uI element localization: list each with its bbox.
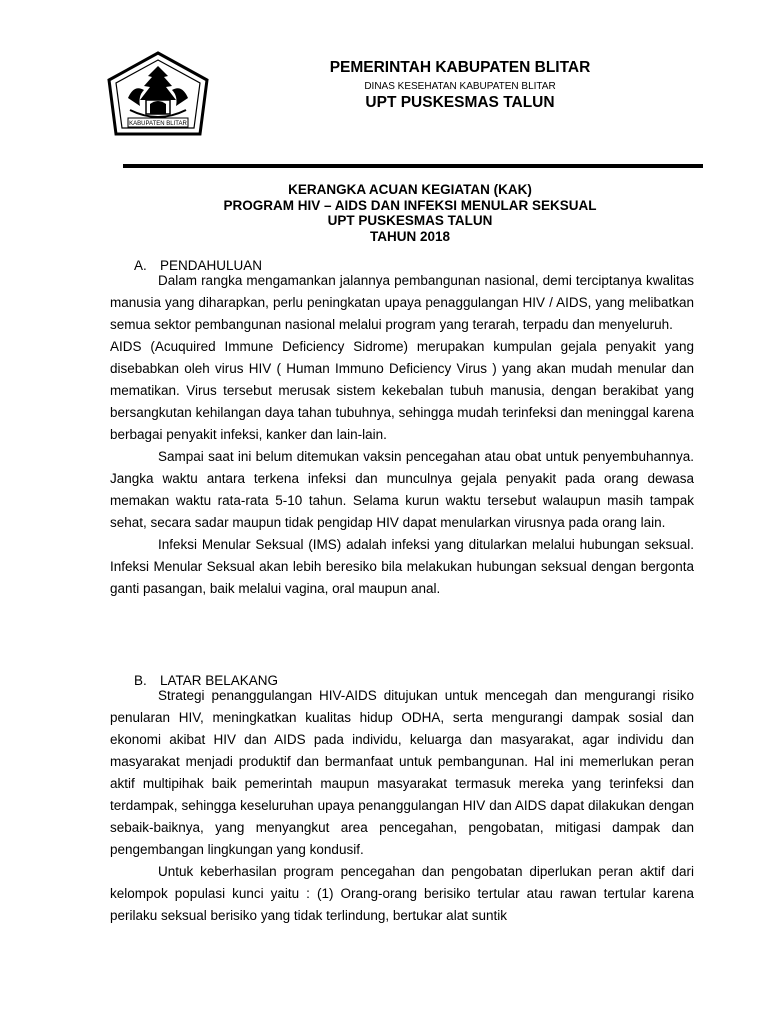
- section-b-label: B.: [134, 673, 147, 688]
- header-puskesmas: UPT PUSKESMAS TALUN: [365, 94, 555, 111]
- header-divider: [123, 164, 703, 168]
- paragraph: Strategi penanggulangan HIV-AIDS ditujukan untuk mencegah dan mengurangi risiko penularan HIV, meningkatkan kualitas hidup ODHA, serta mengurangi dampak sosial dan ekonomi akibat HIV dan AIDS pada individu, keluarga dan masyarakat, agar individu dan masyarakat menjadi produktif dan bermanfaat untuk pembangunan. Hal ini memerlukan peran aktif multipihak baik pemerintah maupun masyarakat termasuk mereka yang terinfeksi dan terdampak, sehingga keseluruhan upaya penanggulangan HIV dan AIDS dapat dilakukan dengan sebaik-baiknya, yang menyangkut area pencegahan, pengobatan, mitigasi dampak dan pengembangan lingkungan yang kondusif.: [110, 688, 694, 857]
- header-department: DINAS KESEHATAN KABUPATEN BLITAR: [364, 81, 556, 92]
- paragraph: Sampai saat ini belum ditemukan vaksin pencegahan atau obat untuk penyembuhannya. Jangka waktu antara terkena infeksi dan munculnya gejala penyakit pada orang dewasa memakan waktu rata-rata 5-10 tahun. Selama kurun waktu tersebut walaupun masih tampak sehat, secara sadar maupun tidak pengidap HIV dapat menularkan virusnya pada orang lain.: [110, 449, 694, 530]
- kabupaten-blitar-emblem: [106, 50, 210, 140]
- doc-title-line-2: PROGRAM HIV – AIDS DAN INFEKSI MENULAR SEKSUAL: [223, 198, 597, 213]
- paragraph: Infeksi Menular Seksual (IMS) adalah infeksi yang ditularkan melalui hubungan seksual. Infeksi Menular Seksual akan lebih beresiko bila melakukan hubungan seksual dengan bergonta ganti pasangan, baik melalui vagina, oral maupun anal.: [110, 537, 694, 596]
- section-a-heading: PENDAHULUAN: [160, 258, 263, 273]
- svg-text:KABUPATEN BLITAR: KABUPATEN BLITAR: [129, 121, 187, 127]
- doc-title-line-3: UPT PUSKESMAS TALUN: [327, 213, 493, 228]
- section-b-body: [110, 685, 694, 927]
- section-a-label: A.: [134, 258, 147, 273]
- paragraph: AIDS (Acuquired Immune Deficiency Sidrome) merupakan kumpulan gejala penyakit yang disebabkan oleh virus HIV ( Human Immuno Deficiency Virus ) yang akan mudah menular dan mematikan. Virus tersebut merusak sistem kekebalan tubuh manusia, dengan berakibat yang bersangkutan kehilangan daya tahan tubuhnya, sehingga mudah terinfeksi dan meninggal karena berbagai penyakit infeksi, kanker dan lain-lain.: [110, 339, 694, 442]
- doc-title-line-1: KERANGKA ACUAN KEGIATAN (KAK): [288, 182, 532, 197]
- paragraph: Dalam rangka mengamankan jalannya pembangunan nasional, demi terciptanya kwalitas manusia yang diharapkan, perlu peningkatan upaya penaggulangan HIV / AIDS, yang melibatkan semua sektor pembangunan nasional melalui program yang terarah, terpadu dan menyeluruh.: [110, 273, 694, 332]
- doc-title-line-4: TAHUN 2018: [369, 229, 451, 244]
- paragraph: Untuk keberhasilan program pencegahan dan pengobatan diperlukan peran aktif dari kelompok populasi kunci yaitu : (1) Orang-orang berisiko tertular atau rawan tertular karena perilaku seksual berisiko yang tidak terlindung, bertukar alat suntik: [110, 864, 694, 923]
- section-a-body: [110, 270, 694, 600]
- section-b-heading: LATAR BELAKANG: [160, 673, 279, 688]
- header-government: PEMERINTAH KABUPATEN BLITAR: [329, 59, 591, 76]
